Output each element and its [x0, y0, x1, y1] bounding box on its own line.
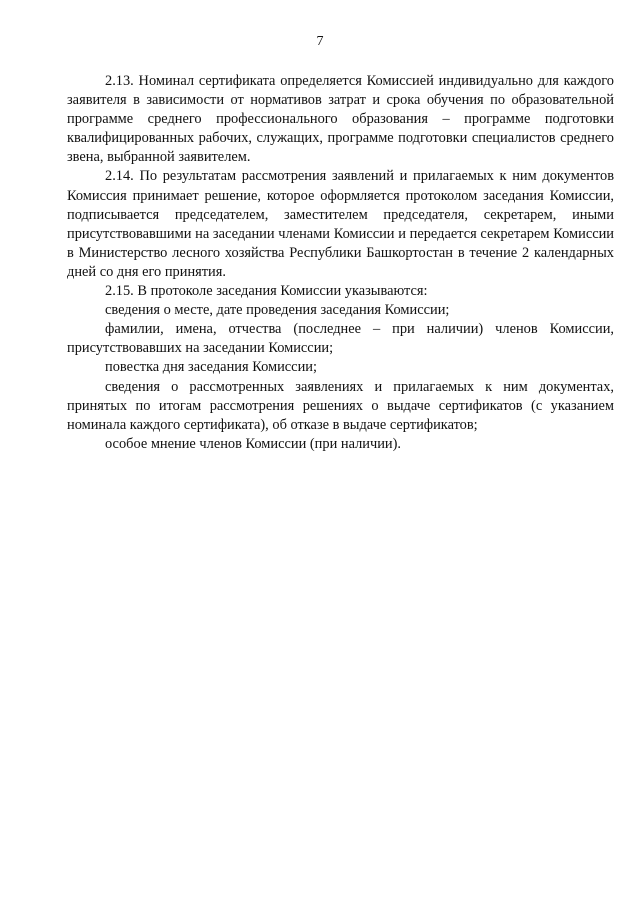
list-item-meeting-place-date: сведения о месте, дате проведения заседания Комиссии;	[105, 302, 450, 319]
paragraph-2-13: 2.13. Номинал сертификата определяется Комиссией индивидуально для каждого заявителя в зависимости от нормативов затрат и срока обучения по образовательной программе среднего профессионального образования – программе подготовки квалифицированных рабочих, служащих, программе подготовки специалистов среднего звена, выбранной заявителем.	[67, 73, 614, 166]
list-item-decisions: сведения о рассмотренных заявлениях и прилагаемых к ним документах, принятых по итогам рассмотрения решениях о выдаче сертификатов (с указанием номинала каждого сертификата), об отказе в выдаче сертификатов;	[67, 378, 614, 433]
document-body	[67, 72, 614, 454]
page-number: 7	[316, 34, 324, 49]
list-item-dissenting-opinion: особое мнение членов Комиссии (при наличии).	[105, 435, 401, 452]
list-item-members-present: фамилии, имена, отчества (последнее – при наличии) членов Комиссии, присутствовавших на заседании Комиссии;	[67, 321, 614, 357]
paragraph-2-14: 2.14. По результатам рассмотрения заявлений и прилагаемых к ним документов Комиссия принимает решение, которое оформляется протоколом заседания Комиссии, подписывается председателем, заместителем председателя, секретарем, иными присутствовавшими на заседании членами Комиссии и передается секретарем Комиссии в Министерство лесного хозяйства Республики Башкортостан в течение 2 календарных дней со дня его принятия.	[67, 168, 614, 280]
list-item-agenda: повестка дня заседания Комиссии;	[105, 359, 317, 376]
paragraph-2-15: 2.15. В протоколе заседания Комиссии указываются:	[105, 283, 428, 300]
